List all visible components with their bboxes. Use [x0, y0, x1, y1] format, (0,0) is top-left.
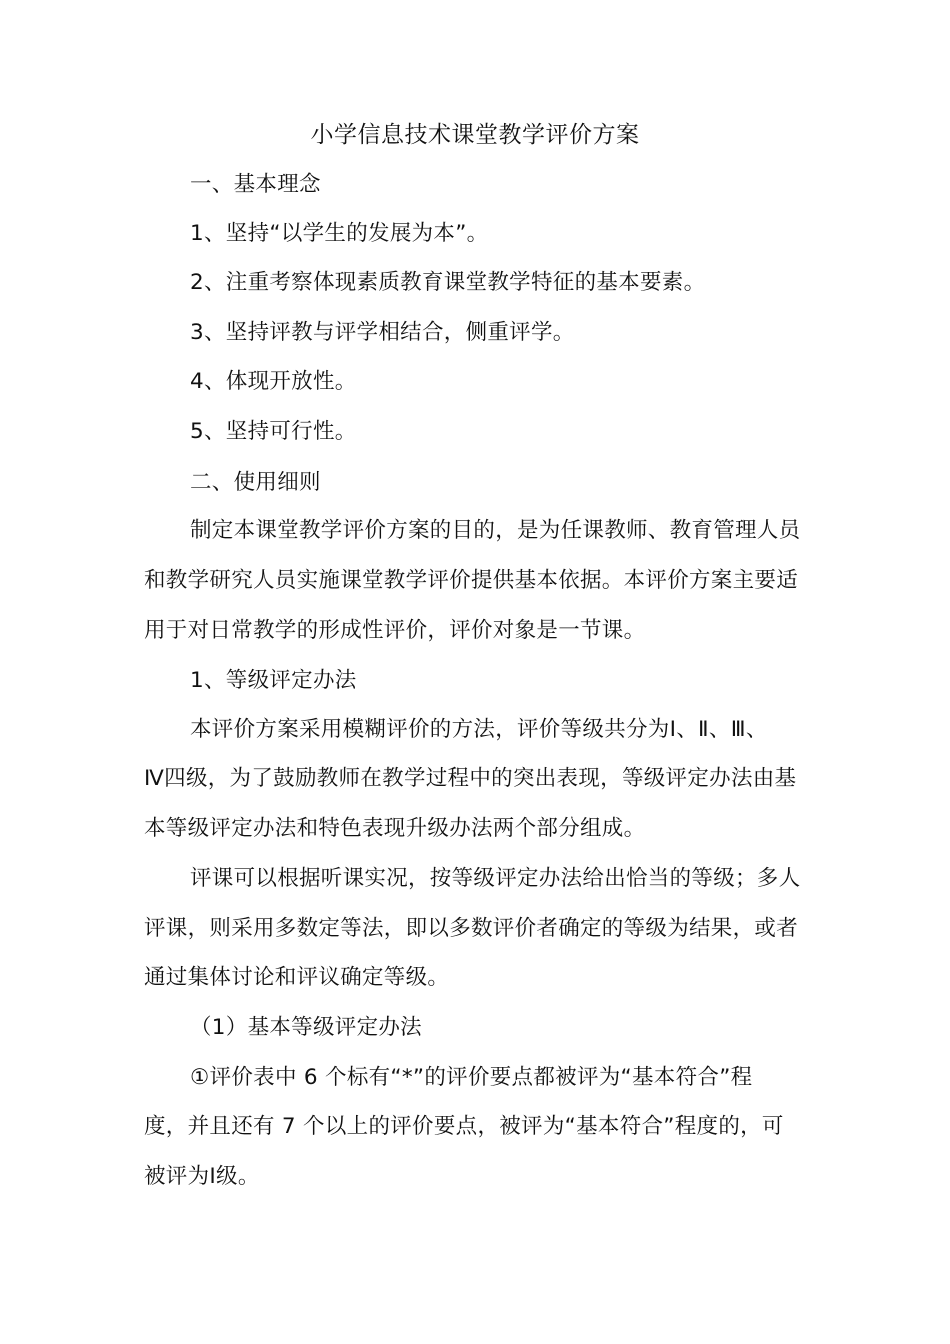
paragraph-line: Ⅳ四级，为了鼓励教师在教学过程中的突出表现，等级评定办法由基	[144, 766, 797, 791]
list-item: 1、坚持“以学生的发展为本”。	[190, 221, 489, 246]
paragraph-line: 和教学研究人员实施课堂教学评价提供基本依据。本评价方案主要适	[144, 568, 799, 593]
paragraph-line: 制定本课堂教学评价方案的目的，是为任课教师、教育管理人员	[190, 518, 801, 543]
subsection-heading-grading-method: 1、等级评定办法	[190, 668, 357, 693]
document-title: 小学信息技术课堂教学评价方案	[310, 122, 640, 148]
section-heading-basic-concepts: 一、基本理念	[190, 172, 321, 197]
list-item: 4、体现开放性。	[190, 369, 357, 394]
paragraph-line: 评课，则采用多数定等法，即以多数评价者确定的等级为结果，或者	[144, 916, 799, 941]
section-heading-usage-rules: 二、使用细则	[190, 470, 321, 495]
paragraph-line: 用于对日常教学的形成性评价，评价对象是一节课。	[144, 618, 646, 643]
paragraph-line: 本评价方案采用模糊评价的方法，评价等级共分为Ⅰ、Ⅱ、Ⅲ、	[190, 717, 768, 742]
list-item: 5、坚持可行性。	[190, 419, 357, 444]
paragraph-line: 本等级评定办法和特色表现升级办法两个部分组成。	[144, 816, 646, 841]
paragraph-line: 度，并且还有 7 个以上的评价要点，被评为“基本符合”程度的，可	[144, 1114, 784, 1139]
list-item: 3、坚持评教与评学相结合，侧重评学。	[190, 320, 575, 345]
paragraph-line: 被评为Ⅰ级。	[144, 1164, 260, 1189]
paragraph-line: ①评价表中 6 个标有“*”的评价要点都被评为“基本符合”程	[190, 1065, 753, 1090]
paragraph-line: 评课可以根据听课实况，按等级评定办法给出恰当的等级；多人	[190, 866, 801, 891]
paragraph-line: 通过集体讨论和评议确定等级。	[144, 965, 450, 990]
subsection-heading-basic-grading: （1）基本等级评定办法	[190, 1015, 422, 1040]
list-item: 2、注重考察体现素质教育课堂教学特征的基本要素。	[190, 270, 706, 295]
